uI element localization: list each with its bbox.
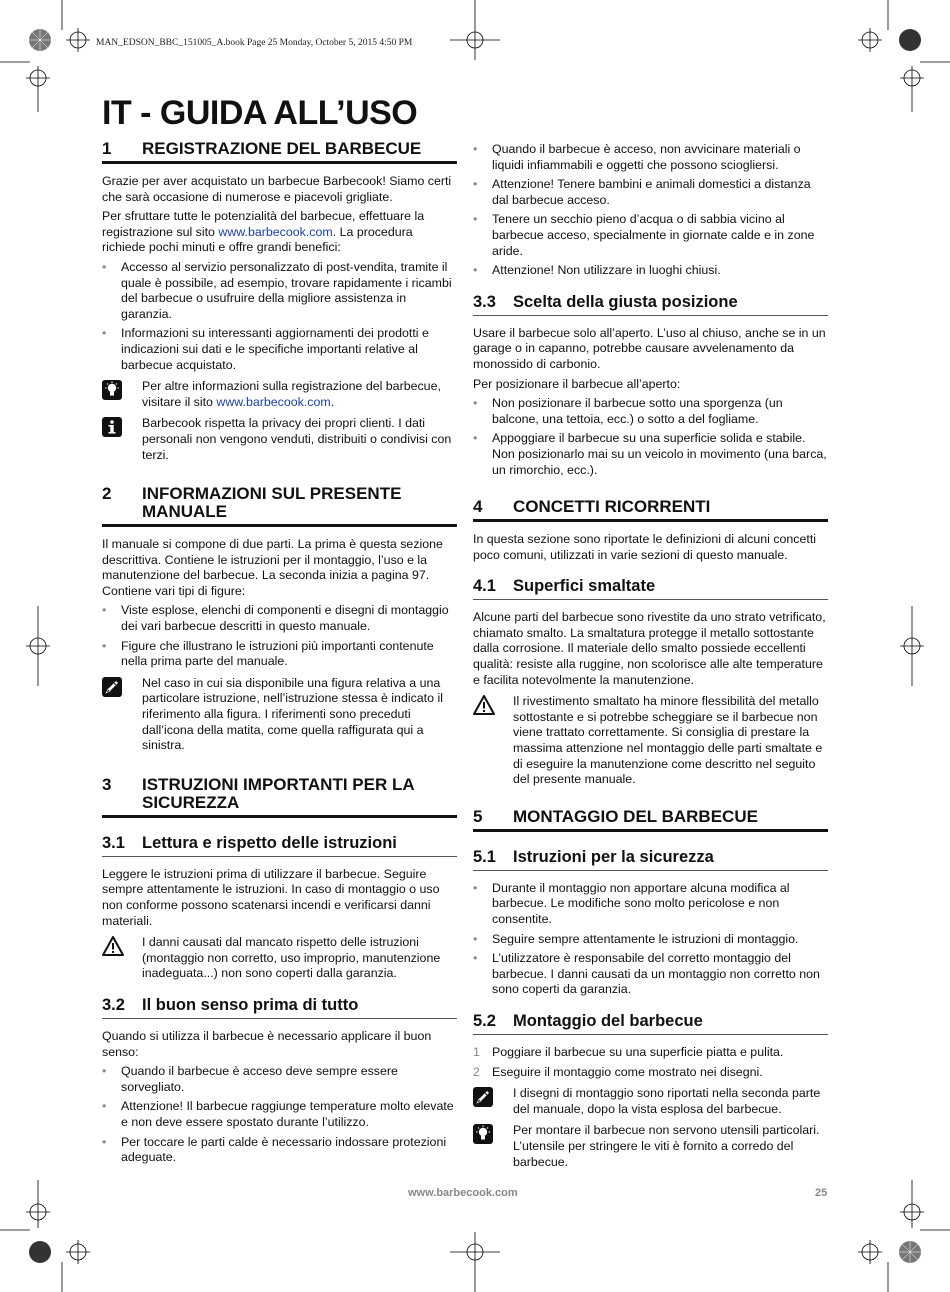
- lightbulb-icon: [102, 380, 122, 400]
- barbecook-link[interactable]: www.barbecook.com: [216, 394, 331, 409]
- paragraph: Leggere le istruzioni prima di utilizzare il barbecue. Seguire sempre attentamente le istruzioni. In caso di montaggio o uso non conforme possono scatenarsi incendi e verificarsi danni materiali.: [102, 866, 440, 928]
- numbered-list: [473, 1045, 828, 1080]
- section-4-1-heading: 4.1 Superfici smaltate: [473, 577, 828, 600]
- list-item: • Quando il barbecue è acceso, non avvicinare materiali o liquidi infiammabili e oggetti che possono sciogliersi.: [473, 142, 828, 173]
- list-item: 1 Poggiare il barbecue su una superficie piatta e pulita.: [473, 1044, 784, 1059]
- list-item: • Durante il montaggio non apportare alcuna modifica al barbecue. Le modifiche sono molto pericolose e non consentite.: [473, 881, 828, 928]
- tip-note: Per montare il barbecue non servono utensili particolari. L’utensile per stringere le viti è fornito a corredo del barbecue.: [473, 1123, 828, 1170]
- warning-triangle-icon: [473, 695, 495, 715]
- paragraph: Quando si utilizza il barbecue è necessario applicare il buon senso:: [102, 1028, 432, 1059]
- section-5-2-heading: 5.2 Montaggio del barbecue: [473, 1012, 828, 1035]
- print-header: MAN_EDSON_BBC_151005_A.book Page 25 Monday, October 5, 2015 4:50 PM: [96, 38, 413, 48]
- section-5-heading: 5 MONTAGGIO DEL BARBECUE: [473, 808, 828, 832]
- bullet-list: [473, 142, 828, 279]
- bullet-list: [102, 260, 457, 373]
- info-icon: [102, 417, 122, 437]
- warning-triangle-icon: [102, 936, 124, 956]
- paragraph: In questa sezione sono riportate le definizioni di alcuni concetti poco comuni, utilizzati in varie sezioni di questo manuale.: [473, 532, 817, 562]
- bullet-list: [473, 881, 828, 998]
- list-item: • Viste esplose, elenchi di componenti e disegni di montaggio dei vari barbecue descritti in questo manuale.: [102, 603, 457, 634]
- paragraph: Per posizionare il barbecue all’aperto:: [473, 376, 681, 391]
- pencil-icon: [102, 677, 122, 697]
- paragraph: Alcune parti del barbecue sono rivestite da uno strato vetrificato, chiamato smalto. La smaltatura protegge il metallo sottostante dalla corrosione. Il materiale dello smalto possiede eccellenti qualità: resiste alla ruggine, non scolorisce alle alte temperature e facilita notevolmente la manutenzione.: [473, 610, 826, 687]
- list-item: • Figure che illustrano le istruzioni più importanti contenute nella prima parte del manuale.: [102, 639, 457, 670]
- list-item: • Quando il barbecue è acceso deve sempre essere sorvegliato.: [102, 1064, 457, 1095]
- bullet-list: [473, 396, 828, 478]
- list-item: • Attenzione! Tenere bambini e animali domestici a distanza dal barbecue acceso.: [473, 177, 828, 208]
- paragraph: Usare il barbecue solo all’aperto. L’uso al chiuso, anche se in un garage o in capanno, potrebbe causare avvelenamento da monossido di carbonio.: [473, 325, 826, 371]
- paragraph: Per sfruttare tutte le potenzialità del barbecue, effettuare la registrazione sul sito www.barbecook.com. La procedura richiede pochi minuti e offre grandi benefici:: [102, 209, 425, 255]
- list-item: • Per toccare le parti calde è necessario indossare protezioni adeguate.: [102, 1135, 457, 1166]
- lightbulb-icon: [473, 1124, 493, 1144]
- page-title: IT - GUIDA ALL’USO: [102, 94, 418, 132]
- list-item: • Accesso al servizio personalizzato di post-vendita, tramite il quale è possibile, ad esempio, trovare rapidamente i ricambi del barbecue o usufruire della migliore assistenza in garanzia.: [102, 260, 457, 322]
- list-item: • Informazioni su interessanti aggiornamenti dei prodotti e indicazioni sui dati e le specifiche importanti relative al barbecue acquistato.: [102, 326, 457, 373]
- section-3-2-heading: 3.2 Il buon senso prima di tutto: [102, 996, 457, 1019]
- bullet-list: [102, 603, 457, 669]
- section-3-3-heading: 3.3 Scelta della giusta posizione: [473, 293, 828, 316]
- section-3-heading: 3 ISTRUZIONI IMPORTANTI PER LA SICUREZZA: [102, 776, 457, 818]
- left-column: [102, 140, 457, 1170]
- right-column: [473, 142, 828, 1174]
- warning-note: I danni causati dal mancato rispetto delle istruzioni (montaggio non corretto, uso improprio, manutenzione inadeguata...) non sono coperti dalla garanzia.: [102, 935, 457, 982]
- list-item: • Appoggiare il barbecue su una superficie solida e stabile. Non posizionarlo mai su un veicolo in movimento (una barca, un rimorchio, ecc.).: [473, 431, 828, 478]
- list-item: • Non posizionare il barbecue sotto una sporgenza (un balcone, una tettoia, ecc.) o sotto a del fogliame.: [473, 396, 828, 427]
- info-note: Barbecook rispetta la privacy dei propri clienti. I dati personali non vengono venduti, distribuiti o condivisi con terzi.: [102, 416, 457, 463]
- list-item: • Seguire sempre attentamente le istruzioni di montaggio.: [473, 932, 828, 948]
- pencil-note: Nel caso in cui sia disponibile una figura relativa a una particolare istruzione, nell’istruzione stessa è indicato il riferimento alla figura. I riferimenti sono preceduti dall’icona della matita, come quella raffigurata qui a sinistra.: [102, 676, 457, 754]
- warning-note: Il rivestimento smaltato ha minore flessibilità del metallo sottostante e si potrebbe scheggiare se il barbecue non viene trattato correttamente. Si consiglia di prestare la massima attenzione nel montaggio delle parti smaltate e di eseguire la manutenzione come descritto nel seguito del presente manuale.: [473, 694, 828, 788]
- list-item: • Attenzione! Il barbecue raggiunge temperature molto elevate e non deve essere spostato durante l’utilizzo.: [102, 1099, 457, 1130]
- section-3-1-heading: 3.1 Lettura e rispetto delle istruzioni: [102, 834, 457, 857]
- paragraph: Grazie per aver acquistato un barbecue Barbecook! Siamo certi che sarà occasione di numerose e piacevoli grigliate.: [102, 174, 452, 204]
- barbecook-link[interactable]: www.barbecook.com: [218, 224, 333, 239]
- page-number: 25: [815, 1187, 828, 1199]
- section-2-heading: 2 INFORMAZIONI SUL PRESENTE MANUALE: [102, 485, 457, 527]
- section-1-heading: 1 REGISTRAZIONE DEL BARBECUE: [102, 140, 457, 164]
- footer-url: www.barbecook.com: [408, 1187, 518, 1199]
- tip-note: Per altre informazioni sulla registrazione del barbecue, visitare il sito www.barbecook.com.: [102, 379, 457, 410]
- list-item: • L’utilizzatore è responsabile del corretto montaggio del barbecue. I danni causati da un montaggio non corretto non sono coperti da garanzia.: [473, 951, 828, 998]
- paragraph: Il manuale si compone di due parti. La prima è questa sezione descrittiva. Contiene le istruzioni per il montaggio, l’uso e la manutenzione del barbecue. La seconda inizia a pagina 97. Contiene vari tipi di figure:: [102, 537, 443, 598]
- bullet-list: [102, 1064, 457, 1166]
- list-item: • Attenzione! Non utilizzare in luoghi chiusi.: [473, 263, 828, 279]
- list-item: 2 Eseguire il montaggio come mostrato nei disegni.: [473, 1064, 763, 1079]
- pencil-icon: [473, 1087, 493, 1107]
- list-item: • Tenere un secchio pieno d’acqua o di sabbia vicino al barbecue acceso, specialmente in giornate calde e in zone aride.: [473, 212, 828, 259]
- section-4-heading: 4 CONCETTI RICORRENTI: [473, 498, 828, 522]
- section-5-1-heading: 5.1 Istruzioni per la sicurezza: [473, 848, 828, 871]
- pencil-note: I disegni di montaggio sono riportati nella seconda parte del manuale, dopo la vista esplosa del barbecue.: [473, 1086, 828, 1117]
